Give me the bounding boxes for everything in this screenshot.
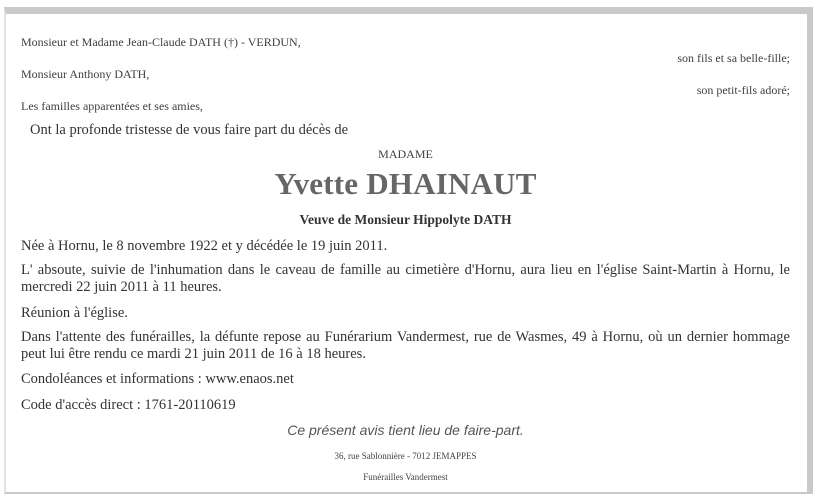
paragraph-meeting: Réunion à l'église. xyxy=(21,305,128,321)
family-line-grandson: Monsieur Anthony DATH, xyxy=(21,67,150,81)
family-relation-grandson: son petit-fils adoré; xyxy=(696,83,790,97)
family-line-relatives: Les familles apparentées et ses amies, xyxy=(21,99,203,113)
paragraph-viewing: Dans l'attente des funérailles, la défunte repose au Funérarium Vandermest, rue de Wasmes, 49 à Hornu, où un dernier hommage peut lui être rendu ce mardi 21 juin 2011 de 16 à 18 heures. xyxy=(21,329,790,362)
deceased-name: Yvette DHAINAUT xyxy=(274,166,537,201)
paragraph-birth-death: Née à Hornu, le 8 novembre 1922 et y décédée le 19 juin 2011. xyxy=(21,238,388,254)
paragraph-condolences: Condoléances et informations : www.enaos.net xyxy=(21,371,294,387)
widow-of: Veuve de Monsieur Hippolyte DATH xyxy=(299,212,512,227)
footer-address: 36, rue Sablonnière - 7012 JEMAPPES xyxy=(334,451,477,461)
family-relation-son: son fils et sa belle-fille; xyxy=(677,51,790,65)
deceased-title: MADAME xyxy=(378,147,433,161)
family-line-parents: Monsieur et Madame Jean-Claude DATH (†) - VERDUN, xyxy=(21,35,301,49)
obituary-card xyxy=(4,7,813,494)
announcement-text: Ont la profonde tristesse de vous faire part du décès de xyxy=(30,122,349,138)
footer-company: Funérailles Vandermest xyxy=(363,472,448,482)
paragraph-access-code: Code d'accès direct : 1761-20110619 xyxy=(21,397,236,413)
faire-part-notice: Ce présent avis tient lieu de faire-part. xyxy=(287,422,524,438)
paragraph-funeral: L' absoute, suivie de l'inhumation dans le caveau de famille au cimetière d'Hornu, aura lieu en l'église Saint-Martin à Hornu, le mercredi 22 juin 2011 à 11 heures. xyxy=(21,262,790,295)
